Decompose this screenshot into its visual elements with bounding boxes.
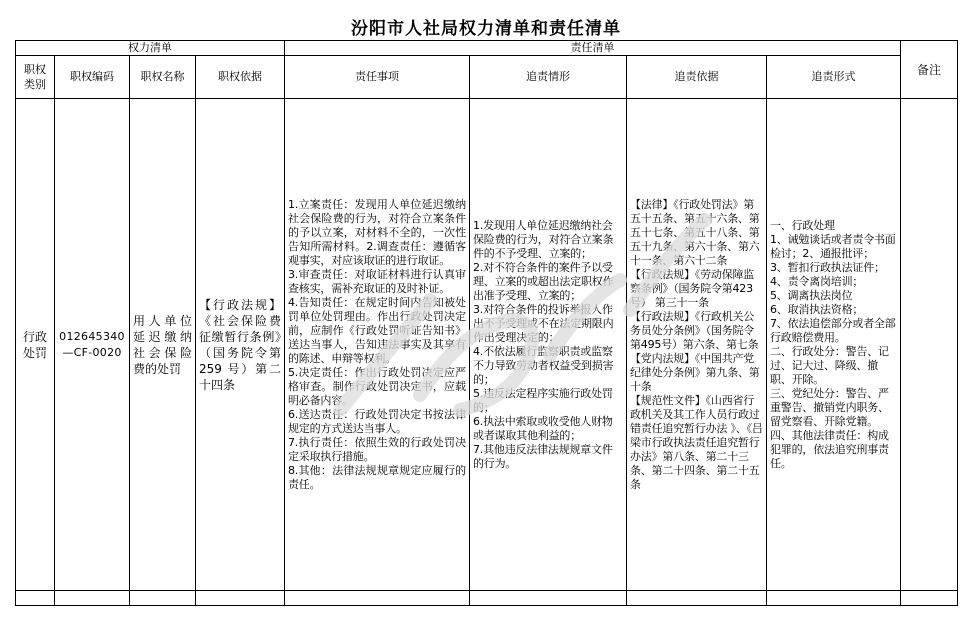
form-cell	[767, 99, 901, 591]
circumstance-header: 追责情形	[470, 56, 627, 99]
empty-cell	[767, 591, 901, 606]
form-item: 4、责令离岗培训；	[770, 274, 864, 288]
name-header: 职权名称	[130, 56, 196, 99]
form-item: 四、其他法律责任：构成犯罪的，依法追究刑事责任。	[770, 428, 889, 470]
category-header-label: 职权类别	[24, 63, 46, 91]
form-header: 追责形式	[767, 56, 901, 99]
accountability-basis-header: 追责依据	[627, 56, 767, 99]
circumstance-item: 6.执法中索取或收受他人财物或者谋取其他利益的；	[473, 414, 613, 442]
duty-cell	[285, 99, 470, 591]
circumstance-item: 7.其他违反法律法规规章文件的行为。	[473, 442, 613, 470]
basis-value: 【行政法规】《社会保险费征缴暂行条例》（国务院令第 259 号）第二十四条	[199, 297, 281, 392]
code-value: 012645340—CF-0020	[59, 329, 125, 359]
form-item: 6、取消执法资格；	[770, 302, 864, 316]
empty-cell	[470, 591, 627, 606]
duty-item: 7.执行责任：依照生效的行政处罚决定采取执行措施。	[288, 435, 466, 463]
duty-item: 6.送达责任：行政处罚决定书按法律规定的方式送达当事人。	[288, 407, 466, 435]
form-item: 5、调离执法岗位	[770, 288, 853, 302]
remarks-header: 备注	[901, 41, 958, 99]
code-header: 职权编码	[55, 56, 130, 99]
form-item: 三、党纪处分：警告、严重警告、撤销党内职务、留党察看、开除党籍。	[770, 386, 889, 428]
code-cell	[55, 99, 130, 591]
accountability-basis-item: 【法律】《行政处罚法》第五十五条、第五十六条、第五十七条、第五十八条、第五十九条、第六十条、第六十一条、第六十二条	[630, 197, 760, 267]
form-item: 7、依法追偿部分或者全部行政赔偿费用。	[770, 316, 896, 344]
category-value: 行政处罚	[22, 329, 47, 360]
name-value: 用人单位延迟缴纳社会保险费的处罚	[133, 313, 192, 376]
circumstance-item: 2.对不符合条件的案件予以受理、立案的或超出法定职权作出准予受理、立案的；	[473, 260, 614, 302]
circumstance-item: 3.对符合条件的投诉举报人作出不予受理或不在法定期限内作出受理决定的；	[473, 302, 614, 344]
empty-cell	[285, 591, 470, 606]
table-row	[16, 99, 958, 591]
duty-item: 5.决定责任：作出行政处罚决定应严格审查。制作行政处罚决定书，应载明必备内容。	[288, 365, 466, 407]
circumstance-item: 4.不依法履行监察职责或监察不力导致劳动者权益受到损害的；	[473, 344, 614, 386]
form-item: 一、行政处理	[770, 218, 835, 232]
form-item: 1、诫勉谈话或者责令书面检讨；2、通报批评；	[770, 232, 896, 260]
basis-header: 职权依据	[196, 56, 285, 99]
category-header	[16, 56, 55, 99]
circumstance-cell	[470, 99, 627, 591]
group-header-row	[16, 41, 958, 56]
circumstance-item: 1.发现用人单位延迟缴纳社会保险费的行为，对符合立案条件的不予受理、立案的；	[473, 218, 614, 260]
responsibility-list-group: 责任清单	[285, 41, 901, 56]
empty-cell	[196, 591, 285, 606]
name-cell	[130, 99, 196, 591]
column-header-row	[16, 56, 958, 99]
remarks-cell	[901, 99, 958, 591]
empty-footer-row	[16, 591, 958, 606]
empty-cell	[901, 591, 958, 606]
accountability-basis-item: 【行政法规】《行政机关公务员处分条例》（国务院令第495号）第六条、第七条	[630, 309, 759, 351]
page-title: 汾阳市人社局权力清单和责任清单	[351, 19, 621, 39]
duty-item: 8.其他：法律法规规章规定应履行的责任。	[288, 463, 466, 491]
category-cell	[16, 99, 55, 591]
empty-cell	[130, 591, 196, 606]
duty-item: 4.告知责任：在规定时间内告知被处罚单位处罚理由。作出行政处罚决定前，应制作《行政处罚听证告知书》送达当事人，告知违法事实及其享有的陈述、申辩等权利。	[288, 295, 466, 365]
form-item: 3、暂扣行政执法证件；	[770, 260, 885, 274]
basis-cell	[196, 99, 285, 591]
accountability-basis-item: 【行政法规】《劳动保障监察条例》（国务院令第423号） 第三十一条	[630, 267, 755, 309]
form-item: 二、行政处分：警告、记过、记大过、降级、撤职、开除。	[770, 344, 889, 386]
accountability-basis-item: 【规范性文件】《山西省行政机关及其工作人员行政过错责任追究暂行办法 》、《吕梁市行政执法责任追究暂行办法》第八条、第二十三条、第二十四条、第二十五条	[630, 393, 763, 491]
circumstance-item: 5.违反法定程序实施行政处罚的；	[473, 386, 613, 414]
duty-item: 1.立案责任：发现用人单位延迟缴纳社会保险费的行为，对符合立案条件的予以立案，对材料不全的，一次性告知所需材料。2.调查责任：遵循客观事实，对应该取证的进行取证。	[288, 197, 466, 267]
empty-cell	[627, 591, 767, 606]
empty-cell	[16, 591, 55, 606]
accountability-basis-item: 【党内法规】《中国共产党纪律处分条例》第九条、第十条	[630, 351, 760, 393]
duty-item: 3.审查责任：对取证材料进行认真审查核实，需补充取证的及时补证。	[288, 267, 466, 295]
empty-cell	[55, 591, 130, 606]
power-responsibility-table	[15, 40, 958, 606]
duty-header: 责任事项	[285, 56, 470, 99]
accountability-basis-cell	[627, 99, 767, 591]
power-list-group: 权力清单	[16, 41, 285, 56]
